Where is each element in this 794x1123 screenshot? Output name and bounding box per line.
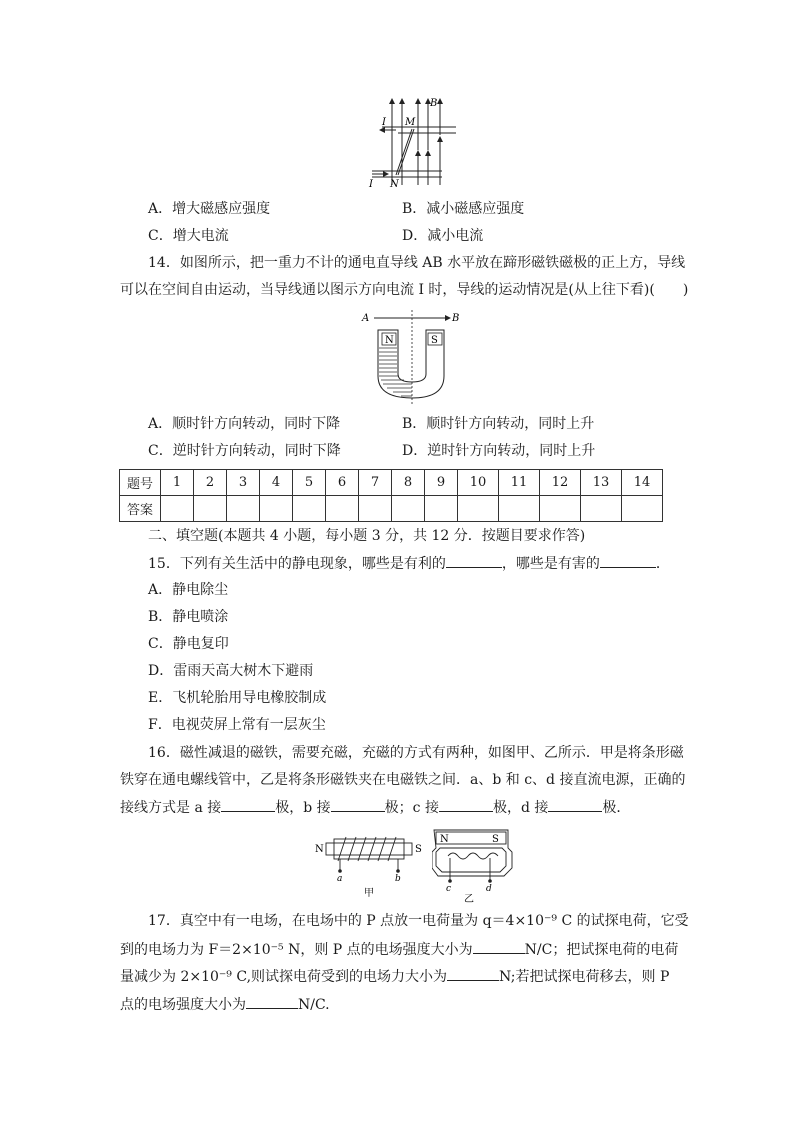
terminal-a [338, 869, 342, 873]
label-d: d [486, 884, 492, 894]
answer-table-number-row [120, 470, 663, 496]
caption-yi: 乙 [464, 894, 474, 904]
q13-option-a[interactable]: A．增大磁感应强度 [148, 201, 271, 217]
rod-mn [396, 129, 412, 175]
label-s: S [492, 834, 499, 845]
q15-item-a: A．静电除尘 [148, 582, 229, 598]
q17-blank-field-after[interactable] [246, 994, 298, 1009]
q15-item-b: B．静电喷涂 [148, 609, 229, 625]
q16-figure-jia [312, 830, 427, 898]
q17-line2-a: 到的电场力为 F＝2×10⁻⁵ N，则 P 点的电场强度大小为 [120, 942, 473, 958]
label-a: a [337, 874, 343, 884]
terminal-b [396, 869, 400, 873]
q16-figure-yi [432, 828, 514, 904]
bar-magnet [326, 843, 412, 855]
q16-line2: 铁穿在通电螺线管中，乙是将条形磁铁夹在电磁铁之间．a、b 和 c、d 接直流电源，正确的 [120, 772, 686, 788]
answer-cell[interactable] [425, 496, 458, 522]
q14-option-a[interactable]: A．顺时针方向转动，同时下降 [148, 416, 341, 432]
table-cell-number: 12 [540, 470, 581, 496]
table-cell-number: 2 [194, 470, 227, 496]
table-header-number: 题号 [120, 470, 161, 496]
label-n: N [390, 179, 399, 190]
table-cell-number: 1 [161, 470, 194, 496]
q14-option-b[interactable]: B．顺时针方向转动，同时上升 [402, 416, 595, 432]
label-n: N [440, 834, 449, 845]
answer-cell[interactable] [622, 496, 663, 522]
caption-jia: 甲 [364, 888, 374, 898]
q16-blank-a[interactable] [221, 797, 275, 812]
q17-blank-field-strength[interactable] [473, 939, 525, 954]
q17-line2-b: N/C；把试探电荷的电荷 [524, 942, 679, 958]
q15-blank-harmful[interactable] [600, 553, 656, 568]
answer-cell[interactable] [161, 496, 194, 522]
answer-cell[interactable] [359, 496, 392, 522]
table-cell-number: 14 [622, 470, 663, 496]
q15-item-f: F．电视荧屏上常有一层灰尘 [148, 717, 326, 733]
table-cell-number: 3 [227, 470, 260, 496]
coil-winding [448, 853, 498, 859]
label-b: B [430, 98, 438, 109]
q15-stem-b: ，哪些是有害的 [501, 556, 600, 572]
table-cell-number: 6 [326, 470, 359, 496]
answer-cell[interactable] [499, 496, 540, 522]
q15-item-c: C．静电复印 [148, 636, 229, 652]
label-b: b [395, 874, 401, 884]
q17-line3-b: N;若把试探电荷移去，则 P [499, 969, 670, 985]
table-cell-number: 13 [581, 470, 622, 496]
q13-option-c[interactable]: C．增大电流 [148, 228, 229, 244]
q17-line4-a: 点的电场强度大小为 [120, 997, 246, 1013]
label-n: N [385, 335, 394, 346]
q17-line4 [120, 994, 330, 1015]
q16-line3-b: 极，b 接 [275, 800, 331, 816]
table-cell-number: 8 [392, 470, 425, 496]
q16-line1: 16．磁性减退的磁铁，需要充磁，充磁的方式有两种，如图甲、乙所示．甲是将条形磁 [148, 745, 684, 761]
q16-blank-d[interactable] [548, 797, 602, 812]
label-b: B [452, 313, 460, 324]
q15-stem [148, 553, 670, 574]
q15-item-d: D．雷雨天高大树木下避雨 [148, 663, 314, 679]
q15-item-e: E．飞机轮胎用导电橡胶制成 [148, 690, 327, 706]
answer-cell[interactable] [293, 496, 326, 522]
rod-mn [398, 129, 414, 175]
q17-line1: 17．真空中有一电场，在电场中的 P 点放一电荷量为 q＝4×10⁻⁹ C 的试探电荷，它受 [148, 913, 689, 929]
terminal-c [448, 879, 452, 883]
q17-line4-b: N/C. [298, 997, 330, 1013]
q17-line3 [120, 966, 669, 987]
table-cell-number: 7 [359, 470, 392, 496]
answer-cell[interactable] [227, 496, 260, 522]
label-c: c [446, 884, 452, 894]
table-cell-number: 4 [260, 470, 293, 496]
q16-line3-c: 极；c 接 [384, 800, 439, 816]
answer-table [119, 469, 663, 522]
answer-cell[interactable] [392, 496, 425, 522]
q16-line3-a: 接线方式是 a 接 [120, 800, 222, 816]
q14-option-d[interactable]: D．逆时针方向转动，同时上升 [402, 443, 596, 459]
q13-figure [362, 95, 462, 190]
table-cell-number: 11 [499, 470, 540, 496]
q15-stem-a: 15．下列有关生活中的静电现象，哪些是有利的 [148, 556, 446, 572]
table-cell-number: 9 [425, 470, 458, 496]
label-i-top: I [382, 117, 386, 128]
q17-blank-force[interactable] [447, 966, 499, 981]
q13-option-b[interactable]: B．减小磁感应强度 [402, 201, 525, 217]
label-s: S [431, 335, 438, 346]
q14-stem-line1: 14．如图所示，把一重力不计的通电直导线 AB 水平放在蹄形磁铁磁极的正上方，导线 [148, 255, 686, 271]
answer-cell[interactable] [194, 496, 227, 522]
q16-line3 [120, 797, 630, 818]
q15-blank-beneficial[interactable] [446, 553, 502, 568]
answer-cell[interactable] [581, 496, 622, 522]
q14-figure [360, 306, 470, 408]
table-cell-number: 5 [293, 470, 326, 496]
q16-blank-b[interactable] [331, 797, 385, 812]
q17-line3-a: 量减少为 2×10⁻⁹ C,则试探电荷受到的电场力大小为 [120, 969, 448, 985]
q16-line3-d: 极，d 接 [492, 800, 549, 816]
answer-cell[interactable] [326, 496, 359, 522]
label-m: M [405, 117, 416, 128]
answer-cell[interactable] [458, 496, 499, 522]
label-a: A [362, 313, 370, 324]
q13-option-d[interactable]: D．减小电流 [402, 228, 484, 244]
answer-cell[interactable] [540, 496, 581, 522]
q16-blank-c[interactable] [439, 797, 493, 812]
q17-line2 [120, 939, 678, 960]
section2-title: 二、填空题(本题共 4 小题，每小题 3 分，共 12 分．按题目要求作答) [148, 528, 586, 544]
q14-stem-line2: 可以在空间自由运动，当导线通以图示方向电流 I 时，导线的运动情况是(从上往下看)( ) [120, 282, 689, 298]
answer-cell[interactable] [260, 496, 293, 522]
q15-stem-c: ． [655, 556, 670, 572]
terminal-d [488, 879, 492, 883]
q16-line3-e: 极． [602, 800, 631, 816]
q14-option-c[interactable]: C．逆时针方向转动，同时下降 [148, 443, 341, 459]
answer-table-answer-row [120, 496, 663, 522]
table-cell-number: 10 [458, 470, 499, 496]
label-s: S [415, 844, 422, 855]
label-i-bottom: I [369, 179, 373, 190]
table-header-answer: 答案 [120, 496, 161, 522]
label-n: N [315, 844, 324, 855]
